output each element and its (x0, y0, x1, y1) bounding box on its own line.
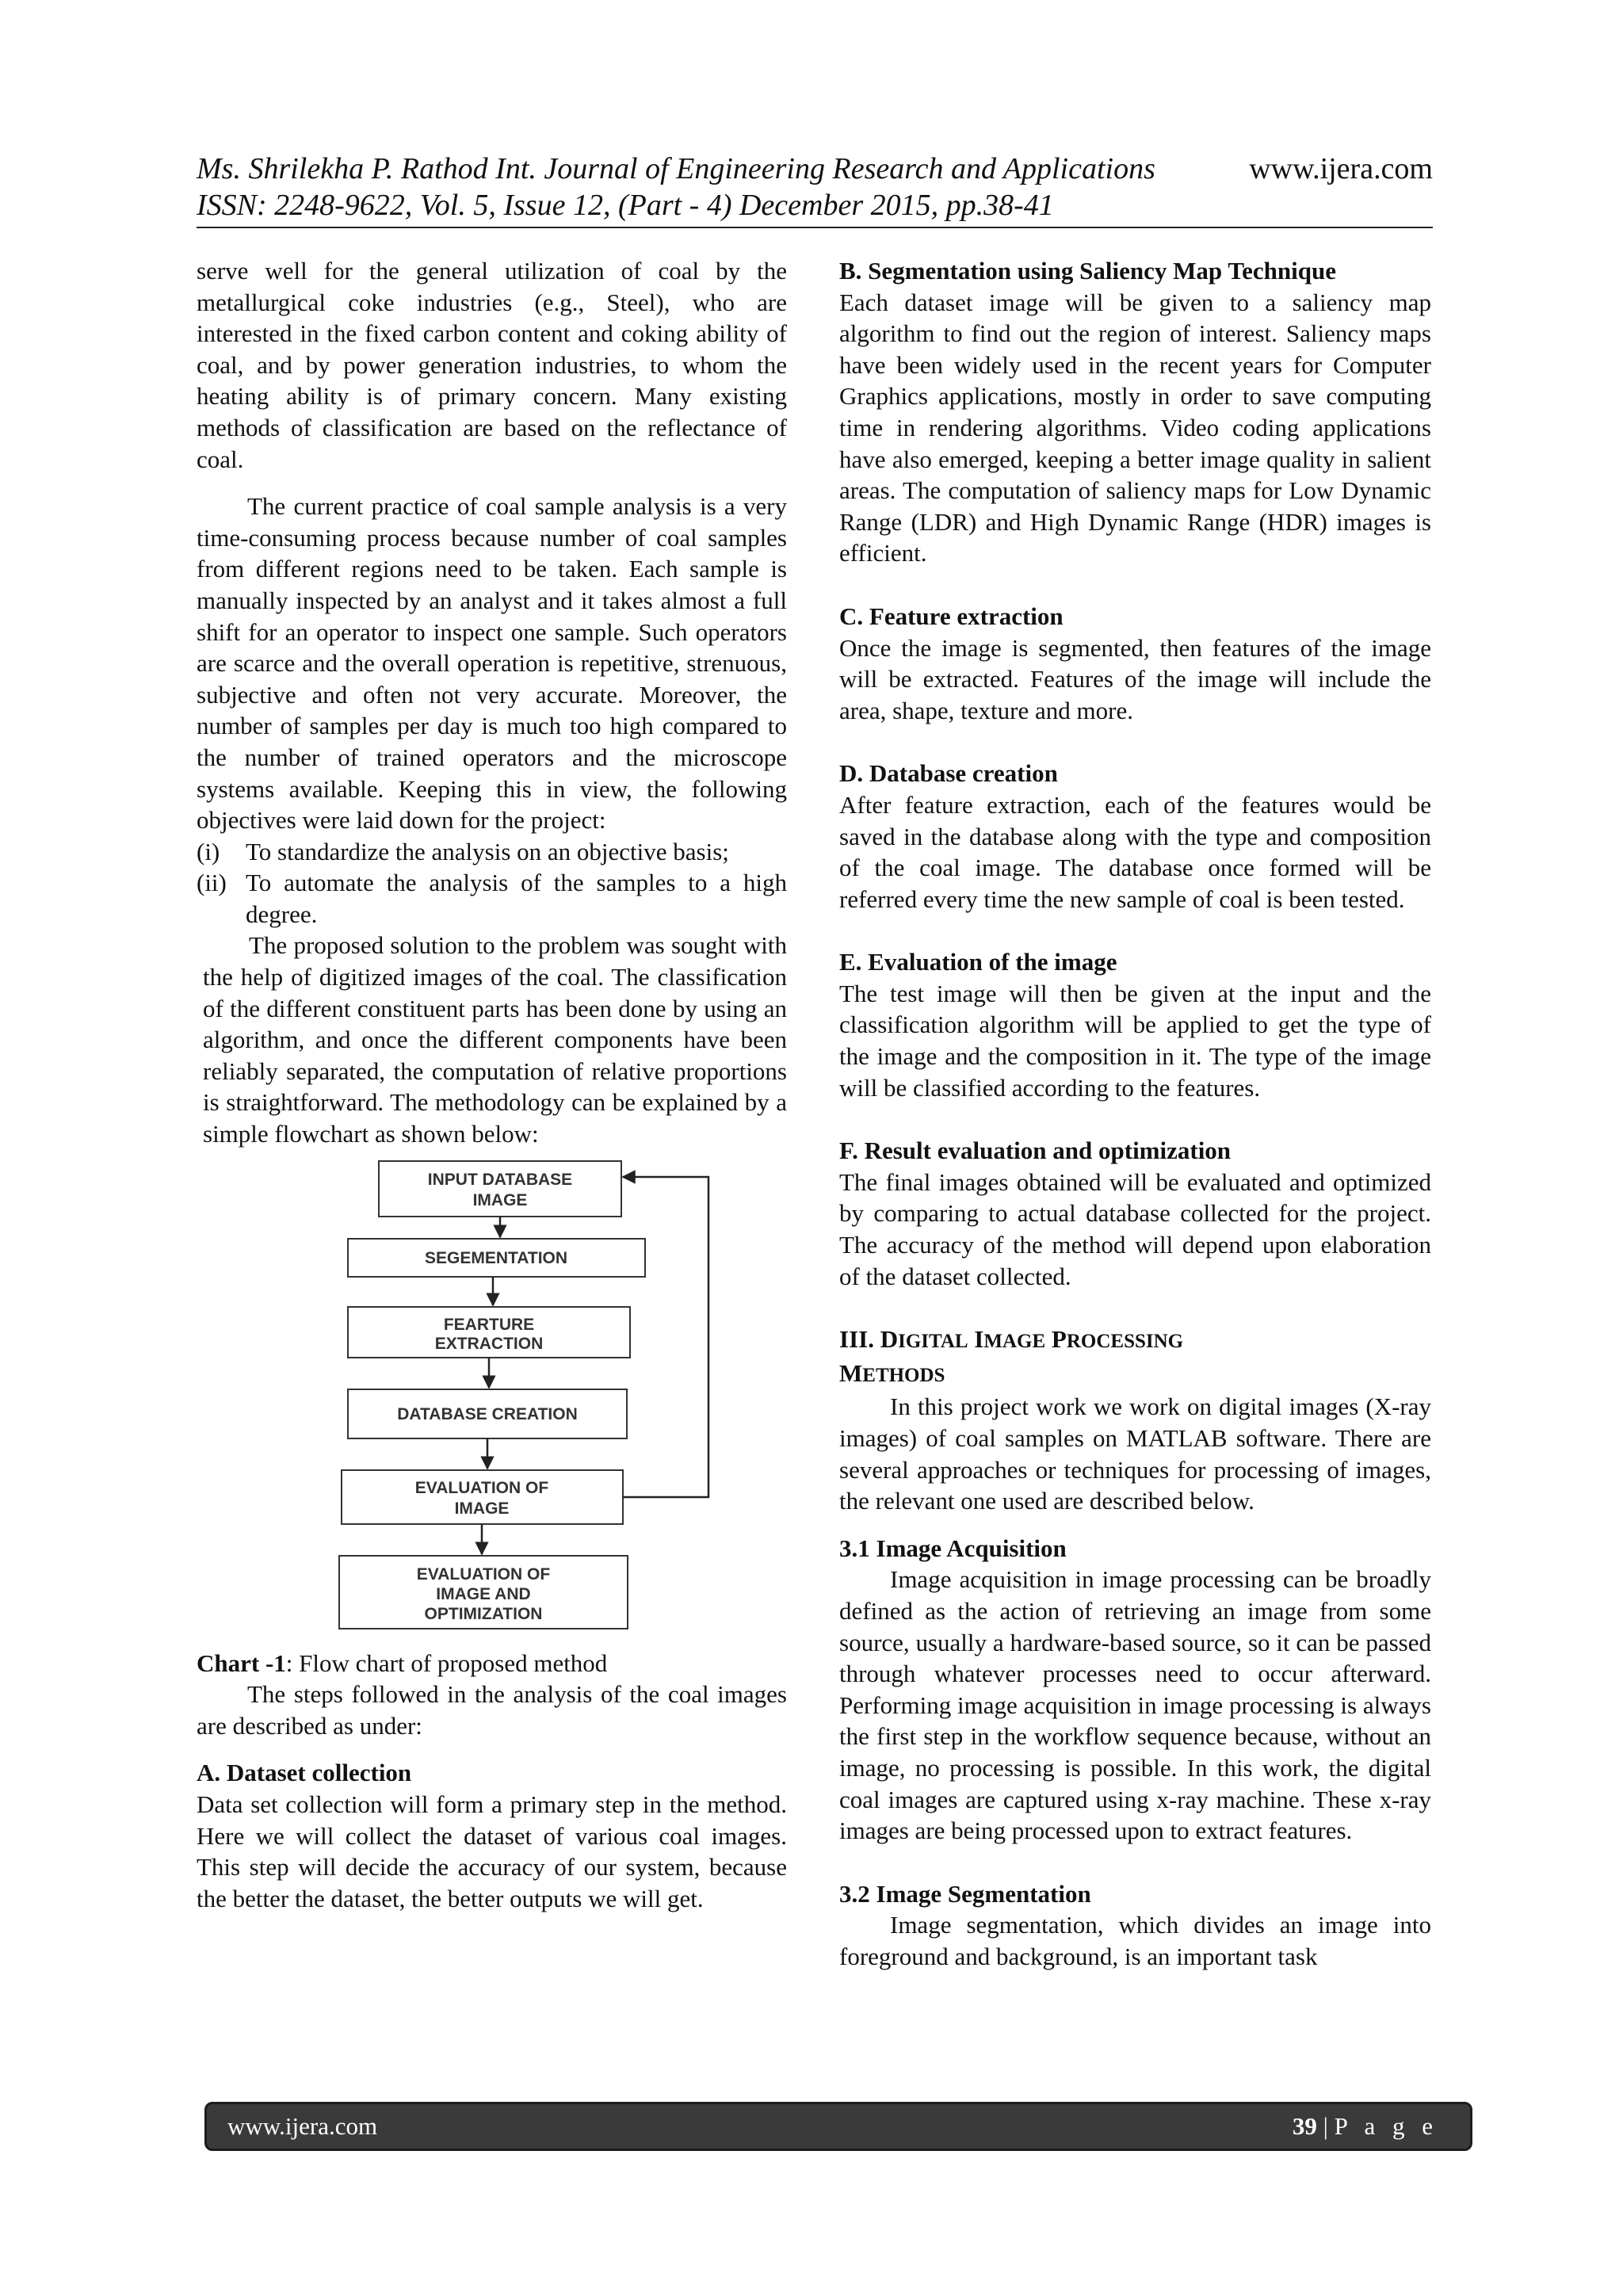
subsection-heading: A. Dataset collection (197, 1759, 412, 1787)
caption-label: Chart -1 (197, 1648, 286, 1677)
caption-text: : Flow chart of proposed method (285, 1648, 608, 1677)
subsection-heading: C. Feature extraction (839, 602, 1064, 630)
running-header (197, 151, 1433, 223)
subsection-heading: D. Database creation (839, 759, 1058, 788)
paragraph: The test image will then be given at the input and the classification algorithm will be applied to get the type of the image and the composition in it. The type of the image will be classified according to the features. (839, 979, 1431, 1102)
paragraph: Image segmentation, which divides an image into foreground and background, is an important task (839, 1911, 1431, 1970)
flow-box-feature-line1: FEARTURE (443, 1315, 535, 1334)
paragraph: Once the image is segmented, then features of the image will be extracted. Features of the image will include the area, shape, texture and more. (839, 633, 1431, 724)
flow-box-evaluation-line1: EVALUATION OF (414, 1478, 549, 1497)
subsection-heading: F. Result evaluation and optimization (839, 1137, 1232, 1165)
paragraph: The steps followed in the analysis of the coal images are described as under: (197, 1680, 787, 1740)
page-footer (204, 2102, 1472, 2151)
list-number: (ii) (197, 869, 227, 897)
figure-caption (197, 1648, 787, 1679)
flow-box-feature-line2: EXTRACTION (434, 1334, 544, 1353)
flow-box-evaluation-line2: IMAGE (454, 1499, 510, 1518)
subsection-heading: E. Evaluation of the image (839, 948, 1117, 976)
flow-box-segmentation-line1: SEGEMENTATION (424, 1248, 568, 1267)
flow-box-optimization-line2: IMAGE AND (436, 1584, 531, 1603)
header-issn: ISSN: 2248-9622, Vol. 5, Issue 12, (Part - 4) December 2015, pp.38-41 (197, 189, 1054, 222)
paragraph: Data set collection will form a primary step in the method. Here we will collect the dataset of various coal images. This step will decide the accuracy of our system, because the better the dataset, the better outputs we will get. (197, 1790, 787, 1912)
left-column (197, 255, 787, 1914)
paragraph: Each dataset image will be given to a saliency map algorithm to find out the region of interest. Saliency maps have been widely used in the recent years for Computer Graphics applications, mostly in order to save computing time in rendering algorithms. Video coding applications have also emerged, keeping a better image quality in salient areas. The computation of saliency maps for Low Dynamic Range (LDR) and High Dynamic Range (HDR) images is efficient. (839, 288, 1431, 567)
list-item (197, 867, 787, 930)
paragraph: The proposed solution to the problem was sought with the help of digitized images of the coal. The classification of the different constituent parts has been done by using an algorithm, and once the different components have been reliably separated, the computation of relative proportions is straightforward. The methodology can be explained by a simple flowchart as shown below: (203, 931, 787, 1148)
section-title: III. DIGITAL IMAGE PROCESSING METHODS (839, 1325, 1184, 1387)
header-citation: Ms. Shrilekha P. Rathod Int. Journal of Engineering Research and Applications (197, 152, 1155, 185)
list-text: To automate the analysis of the samples to a high degree. (246, 869, 787, 928)
paragraph: The final images obtained will be evaluated and optimized by comparing to actual database collected for the project. The accuracy of the method will depend upon elaboration of the dataset collected. (839, 1167, 1431, 1290)
paragraph: serve well for the general utilization of coal by the metallurgical coke industries (e.g., Steel), who are interested in the fixed carbon content and coking ability of coal, and by power generation industries, to whom the heating ability is of primary concern. Many existing methods of classification are based on the reflectance of coal. (197, 257, 787, 473)
right-column (839, 255, 1431, 1973)
flow-box-optimization-line1: EVALUATION OF (416, 1564, 551, 1584)
subsection-heading: B. Segmentation using Saliency Map Technique (839, 257, 1337, 285)
header-rule (197, 227, 1433, 228)
list-text: To standardize the analysis on an objective basis; (246, 837, 729, 865)
subsection-heading: 3.1 Image Acquisition (839, 1534, 1067, 1562)
flow-box-database-line1: DATABASE CREATION (397, 1404, 578, 1423)
flow-box-optimization-line3: OPTIMIZATION (424, 1604, 543, 1623)
page-number: 39 | P a g e (1292, 2112, 1438, 2140)
flow-box-input-line1: INPUT DATABASE (427, 1170, 573, 1189)
flowchart-svg (197, 1150, 787, 1648)
flow-box-input-line2: IMAGE (472, 1190, 528, 1209)
header-website: www.ijera.com (1249, 152, 1433, 185)
paragraph: In this project work we work on digital images (X-ray images) of coal samples on MATLAB software. There are several approaches or techniques for processing of images, the relevant one used are described below. (839, 1392, 1431, 1515)
flowchart (197, 1150, 787, 1648)
list-number: (i) (197, 837, 220, 865)
paragraph: Image acquisition in image processing can be broadly defined as the action of retrieving an image from some source, usually a hardware-based source, so it can be passed through whatever processes need to occur afterward. Performing image acquisition in image processing is always the first step in the workflow sequence because, without an image, no processing is possible. In this work, the digital coal images are captured using x-ray machine. These x-ray images are being processed upon to extract features. (839, 1565, 1431, 1845)
footer-website: www.ijera.com (227, 2112, 378, 2140)
list-item (197, 836, 787, 868)
paragraph: After feature extraction, each of the features would be saved in the database along with the type and composition of the coal image. The database once formed will be referred every time the new sample of coal is been tested. (839, 790, 1431, 913)
paragraph: The current practice of coal sample analysis is a very time-consuming process because number of coal samples from different regions need to be taken. Each sample is manually inspected by an analyst and it takes almost a full shift for an operator to inspect one sample. Such operators are scarce and the overall operation is repetitive, strenuous, subjective and often not very accurate. Moreover, the number of samples per day is much too high compared to the number of trained operators and the microscope systems available. Keeping this in view, the following objectives were laid down for the project: (197, 492, 787, 835)
subsection-heading: 3.2 Image Segmentation (839, 1879, 1091, 1908)
flow-feedback-arrow (623, 1177, 708, 1497)
